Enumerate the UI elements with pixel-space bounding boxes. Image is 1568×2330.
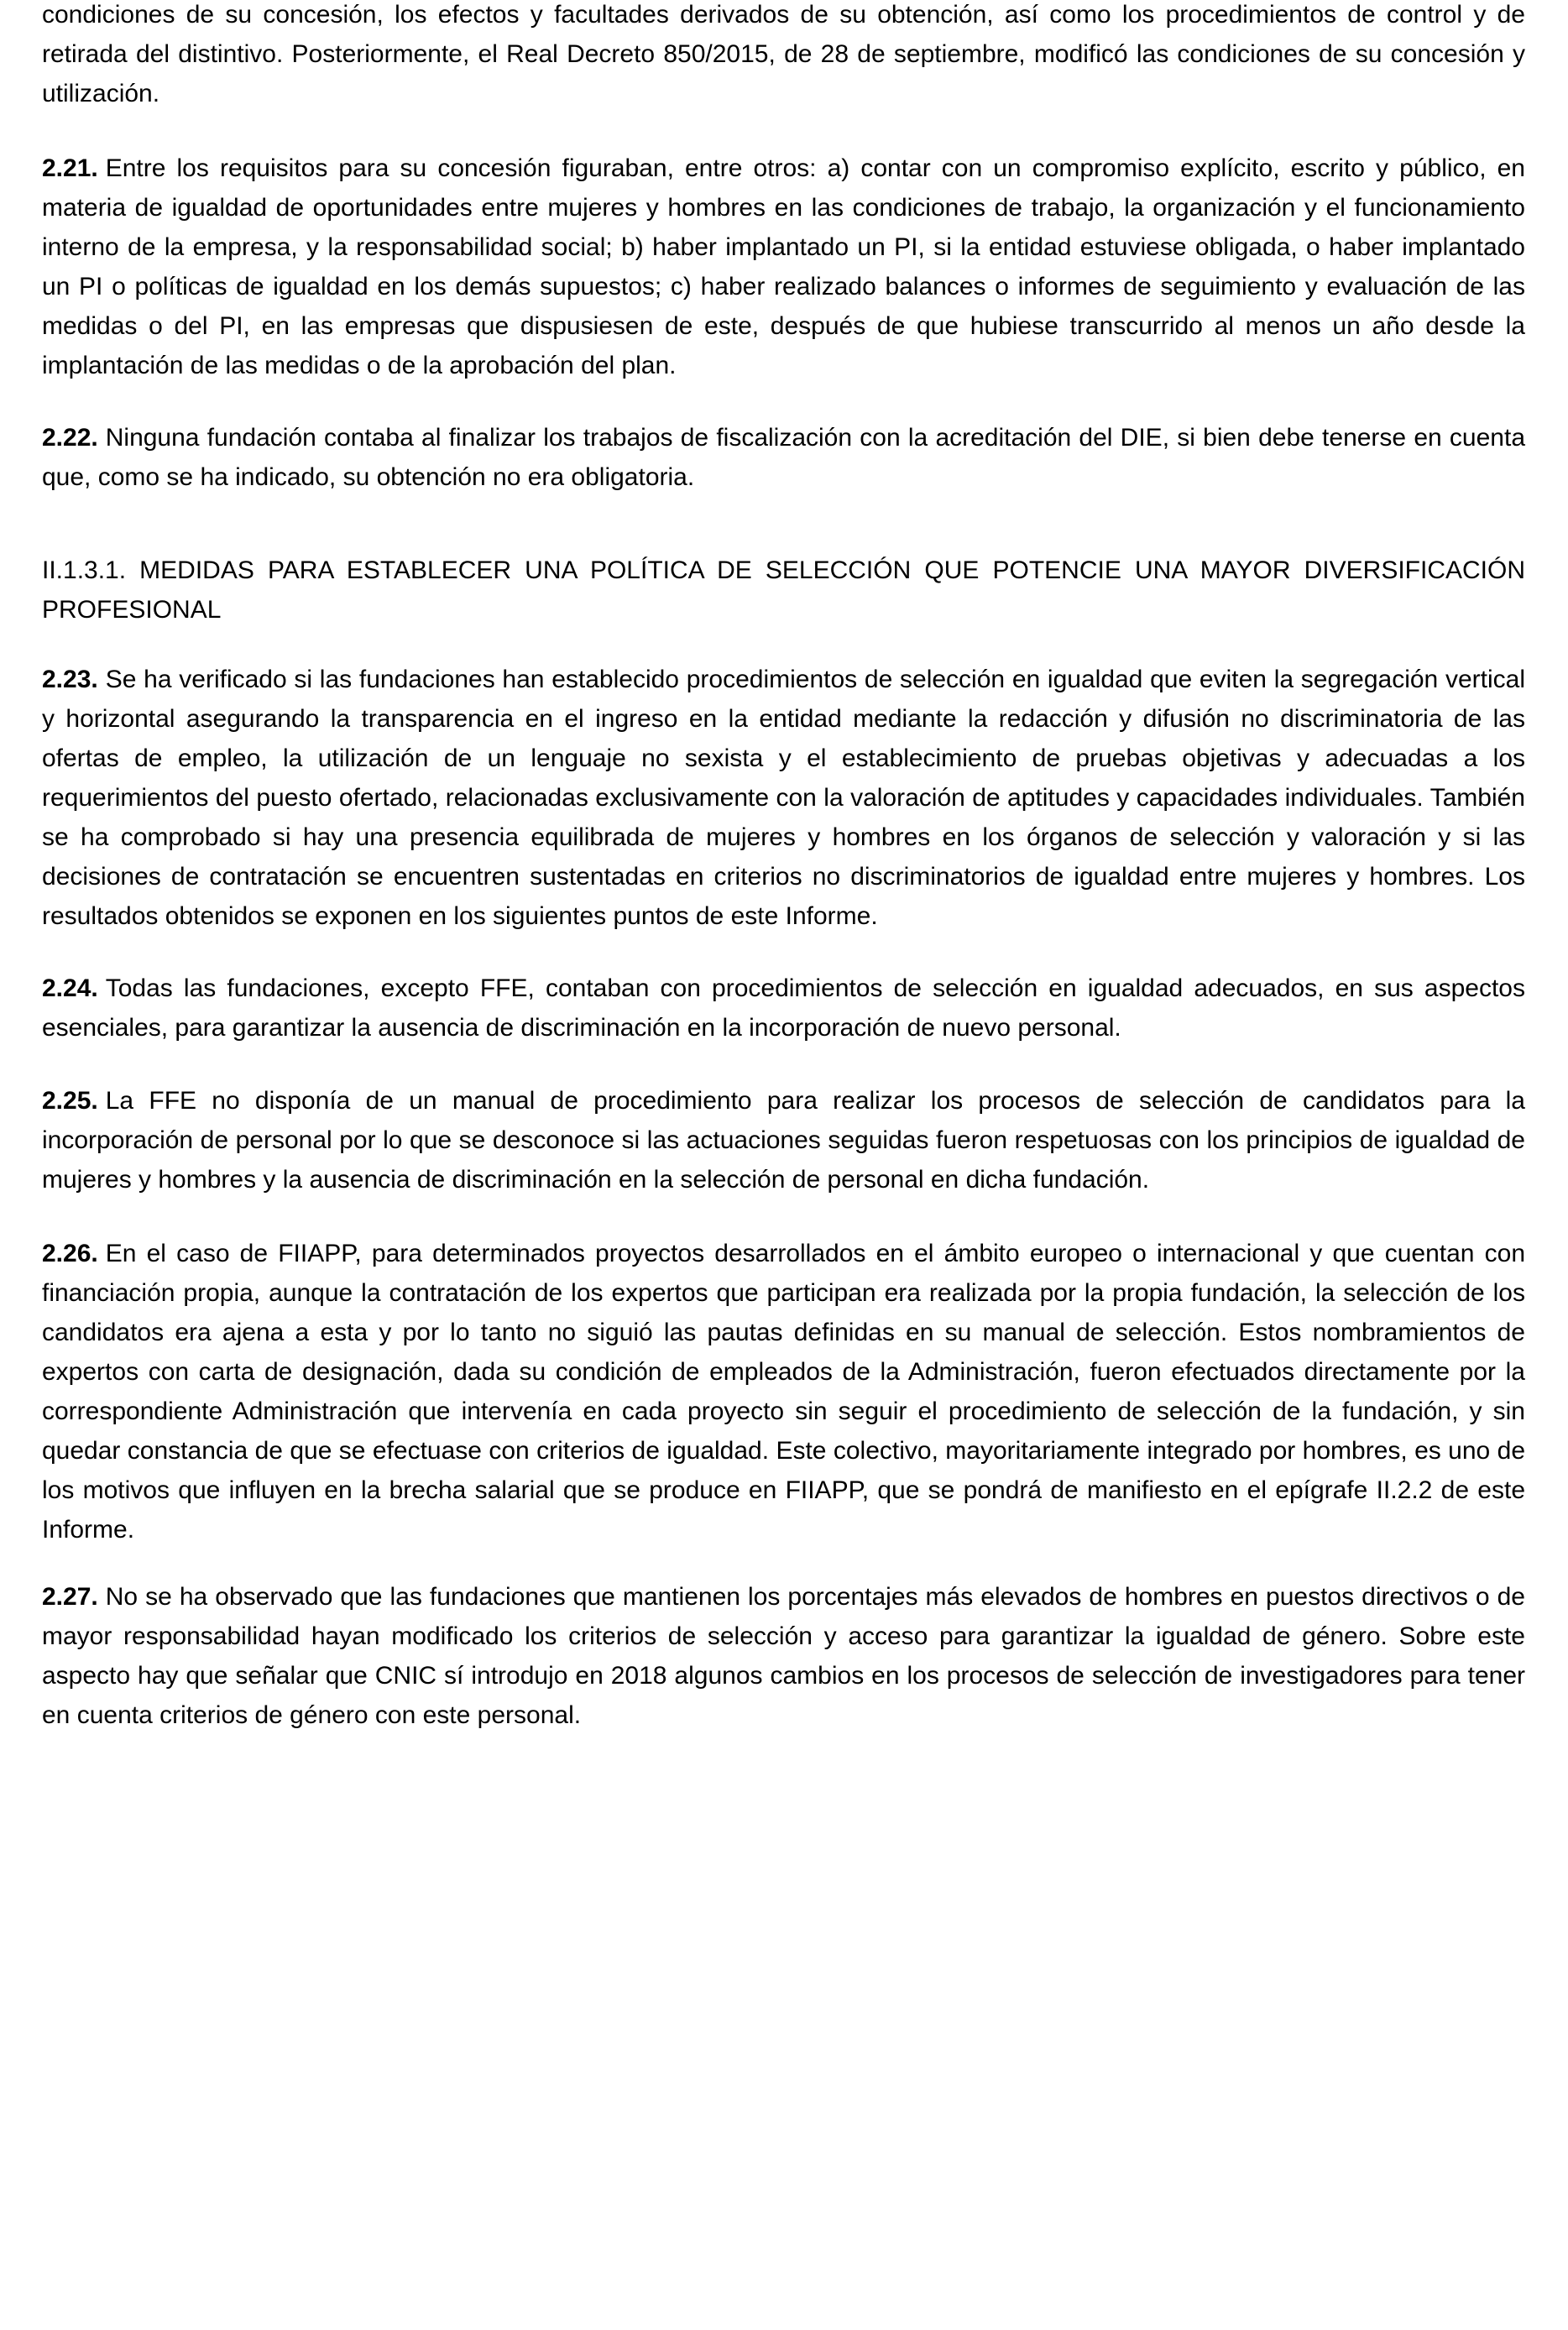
paragraph-number: 2.27. xyxy=(42,1583,98,1611)
paragraph-2-22 xyxy=(42,418,1525,497)
paragraph-text: Ninguna fundación contaba al finalizar los trabajos de fiscalización con la acreditación del DIE, si bien debe tenerse en cuenta que, como se ha indicado, su obtención no era obligatoria. xyxy=(42,424,1525,491)
paragraph-number: 2.22. xyxy=(42,424,98,452)
section-heading-II-1-3-1: II.1.3.1. MEDIDAS PARA ESTABLECER UNA POLÍTICA DE SELECCIÓN QUE POTENCIE UNA MAYOR DIVERSIFICACIÓN PROFESIONAL xyxy=(42,556,1525,624)
paragraph-continuation xyxy=(42,0,1525,113)
paragraph-text: condiciones de su concesión, los efectos y facultades derivados de su obtención, así como los procedimientos de control y de retirada del distintivo. Posteriormente, el Real Decreto 850/2015, de 28 de septiembre, modificó las condiciones de su concesión y utilización. xyxy=(42,1,1525,107)
paragraph-2-26 xyxy=(42,1234,1525,1549)
paragraph-text: No se ha observado que las fundaciones que mantienen los porcentajes más elevados de hombres en puestos directivos o de mayor responsabilidad hayan modificado los criterios de selección y acceso para garantizar la igualdad de género. Sobre este aspecto hay que señalar que CNIC sí introdujo en 2018 algunos cambios en los procesos de selección de investigadores para tener en cuenta criterios de género con este personal. xyxy=(42,1583,1525,1729)
paragraph-text: Todas las fundaciones, excepto FFE, contaban con procedimientos de selección en igualdad adecuados, en sus aspectos esenciales, para garantizar la ausencia de discriminación en la incorporación de nuevo personal. xyxy=(42,974,1525,1042)
paragraph-number: 2.23. xyxy=(42,666,98,693)
paragraph-2-21 xyxy=(42,149,1525,385)
paragraph-2-27 xyxy=(42,1577,1525,1735)
paragraph-number: 2.21. xyxy=(42,154,98,182)
paragraph-2-25 xyxy=(42,1081,1525,1199)
paragraph-2-24 xyxy=(42,969,1525,1047)
paragraph-number: 2.25. xyxy=(42,1087,98,1115)
paragraph-number: 2.26. xyxy=(42,1240,98,1267)
paragraph-number: 2.24. xyxy=(42,974,98,1002)
paragraph-text: En el caso de FIIAPP, para determinados proyectos desarrollados en el ámbito europeo o internacional y que cuentan con financiación propia, aunque la contratación de los expertos que participan era realizada por la propia fundación, la selección de los candidatos era ajena a esta y por lo tanto no siguió las pautas definidas en su manual de selección. Estos nombramientos de expertos con carta de designación, dada su condición de empleados de la Administración, fueron efectuados directamente por la correspondiente Administración que intervenía en cada proyecto sin seguir el procedimiento de selección de la fundación, y sin quedar constancia de que se efectuase con criterios de igualdad. Este colectivo, mayoritariamente integrado por hombres, es uno de los motivos que influyen en la brecha salarial que se produce en FIIAPP, que se pondrá de manifiesto en el epígrafe II.2.2 de este Informe. xyxy=(42,1240,1525,1544)
paragraph-text: La FFE no disponía de un manual de procedimiento para realizar los procesos de selección de candidatos para la incorporación de personal por lo que se desconoce si las actuaciones seguidas fueron respetuosas con los principios de igualdad de mujeres y hombres y la ausencia de discriminación en la selección de personal en dicha fundación. xyxy=(42,1087,1525,1194)
paragraph-2-23 xyxy=(42,660,1525,936)
paragraph-text: Entre los requisitos para su concesión figuraban, entre otros: a) contar con un compromiso explícito, escrito y público, en materia de igualdad de oportunidades entre mujeres y hombres en las condiciones de trabajo, la organización y el funcionamiento interno de la empresa, y la responsabilidad social; b) haber implantado un PI, si la entidad estuviese obligada, o haber implantado un PI o políticas de igualdad en los demás supuestos; c) haber realizado balances o informes de seguimiento y evaluación de las medidas o del PI, en las empresas que dispusiesen de este, después de que hubiese transcurrido al menos un año desde la implantación de las medidas o de la aprobación del plan. xyxy=(42,154,1525,379)
paragraph-text: Se ha verificado si las fundaciones han establecido procedimientos de selección en igualdad que eviten la segregación vertical y horizontal asegurando la transparencia en el ingreso en la entidad mediante la redacción y difusión no discriminatoria de las ofertas de empleo, la utilización de un lenguaje no sexista y el establecimiento de pruebas objetivas y adecuadas a los requerimientos del puesto ofertado, relacionadas exclusivamente con la valoración de aptitudes y capacidades individuales. También se ha comprobado si hay una presencia equilibrada de mujeres y hombres en los órganos de selección y valoración y si las decisiones de contratación se encuentren sustentadas en criterios no discriminatorios de igualdad entre mujeres y hombres. Los resultados obtenidos se exponen en los siguientes puntos de este Informe. xyxy=(42,666,1525,930)
